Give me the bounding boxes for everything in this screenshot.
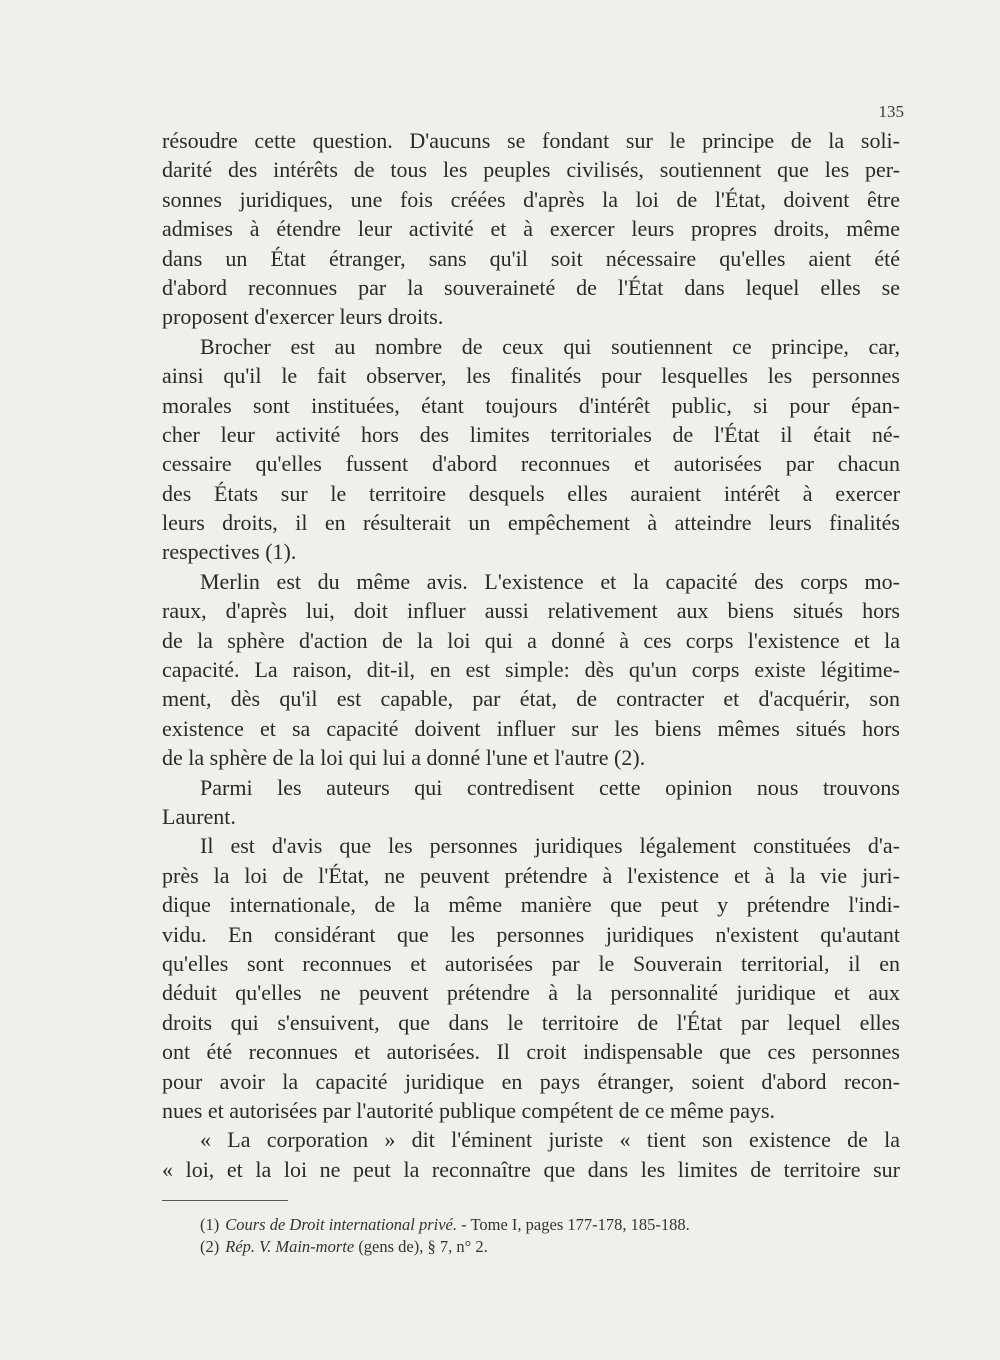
footnote-mark: (1): [200, 1215, 220, 1234]
text-line: sonnes juridiques, une fois créées d'après la loi de l'État, doivent être: [162, 186, 900, 212]
text-line: « La corporation » dit l'éminent juriste « tient son existence de la: [200, 1127, 900, 1153]
body-text: [162, 126, 900, 1184]
text-line: capacité. La raison, dit-il, en est simple: dès qu'un corps existe légitime-: [162, 657, 900, 683]
text-line: ainsi qu'il le fait observer, les finalités pour lesquelles les personnes: [162, 363, 900, 389]
text-line: Laurent.: [162, 803, 236, 829]
text-line: « loi, et la loi ne peut la reconnaître que dans les limites de territoire sur: [162, 1156, 900, 1182]
footnote-separator: [162, 1200, 288, 1201]
text-line: de la sphère d'action de la loi qui a donné à ces corps l'existence et la: [162, 627, 900, 653]
footnote-detail: - Tome I, pages 177-178, 185-188.: [457, 1215, 690, 1234]
footnote-mark: (2): [200, 1237, 220, 1256]
footnote-title: Rép. V. Main-morte: [225, 1237, 355, 1256]
footnote-detail: (gens de), § 7, n° 2.: [354, 1237, 488, 1256]
text-line: dique internationale, de la même manière que peut y prétendre l'indi-: [162, 892, 900, 918]
text-line: Parmi les auteurs qui contredisent cette opinion nous trouvons: [200, 774, 900, 800]
text-line: Brocher est au nombre de ceux qui soutiennent ce principe, car,: [200, 333, 900, 359]
text-line: cessaire qu'elles fussent d'abord reconnues et autorisées par chacun: [162, 451, 900, 477]
text-line: cher leur activité hors des limites territoriales de l'État il était né-: [162, 421, 900, 447]
footnote: [200, 1236, 900, 1258]
footnote: [200, 1214, 900, 1236]
text-line: respectives (1).: [162, 539, 297, 565]
text-line: résoudre cette question. D'aucuns se fondant sur le principe de la soli-: [162, 128, 900, 153]
text-line: droits qui s'ensuivent, que dans le territoire de l'État par lequel elles: [162, 1009, 900, 1035]
page-number: 135: [878, 102, 904, 121]
text-line: pour avoir la capacité juridique en pays étranger, soient d'abord recon-: [162, 1068, 900, 1094]
text-line: proposent d'exercer leurs droits.: [162, 304, 444, 330]
text-line: raux, d'après lui, doit influer aussi relativement aux biens situés hors: [162, 598, 900, 624]
text-line: nues et autorisées par l'autorité publique compétent de ce même pays.: [162, 1097, 776, 1123]
text-line: d'abord reconnues par la souveraineté de l'État dans lequel elles se: [162, 274, 900, 300]
text-line: existence et sa capacité doivent influer sur les biens mêmes situés hors: [162, 715, 900, 741]
text-line: Il est d'avis que les personnes juridiques légalement constituées d'a-: [200, 833, 900, 859]
text-line: ment, dès qu'il est capable, par état, de contracter et d'acquérir, son: [162, 686, 900, 712]
text-line: admises à étendre leur activité et à exercer leurs propres droits, même: [162, 216, 900, 242]
text-line: près la loi de l'État, ne peuvent prétendre à l'existence et à la vie juri-: [162, 862, 900, 888]
text-line: des États sur le territoire desquels elles auraient intérêt à exercer: [162, 480, 900, 506]
footnote-title: Cours de Droit international privé.: [225, 1215, 458, 1234]
text-line: qu'elles sont reconnues et autorisées par le Souverain territorial, il en: [162, 950, 900, 976]
text-line: leurs droits, il en résulterait un empêchement à atteindre leurs finalités: [162, 510, 900, 536]
text-line: Merlin est du même avis. L'existence et la capacité des corps mo-: [200, 568, 900, 594]
text-line: darité des intérêts de tous les peuples civilisés, soutiennent que les per-: [162, 157, 900, 183]
text-line: ont été reconnues et autorisées. Il croit indispensable que ces personnes: [162, 1039, 900, 1065]
text-line: dans un État étranger, sans qu'il soit nécessaire qu'elles aient été: [162, 245, 900, 271]
footnotes: [200, 1214, 900, 1258]
text-line: de la sphère de la loi qui lui a donné l'une et l'autre (2).: [162, 745, 646, 771]
text-line: vidu. En considérant que les personnes juridiques n'existent qu'autant: [162, 921, 900, 947]
text-line: déduit qu'elles ne peuvent prétendre à la personnalité juridique et aux: [162, 980, 900, 1006]
text-line: morales sont instituées, étant toujours d'intérêt public, si pour épan-: [162, 392, 900, 418]
